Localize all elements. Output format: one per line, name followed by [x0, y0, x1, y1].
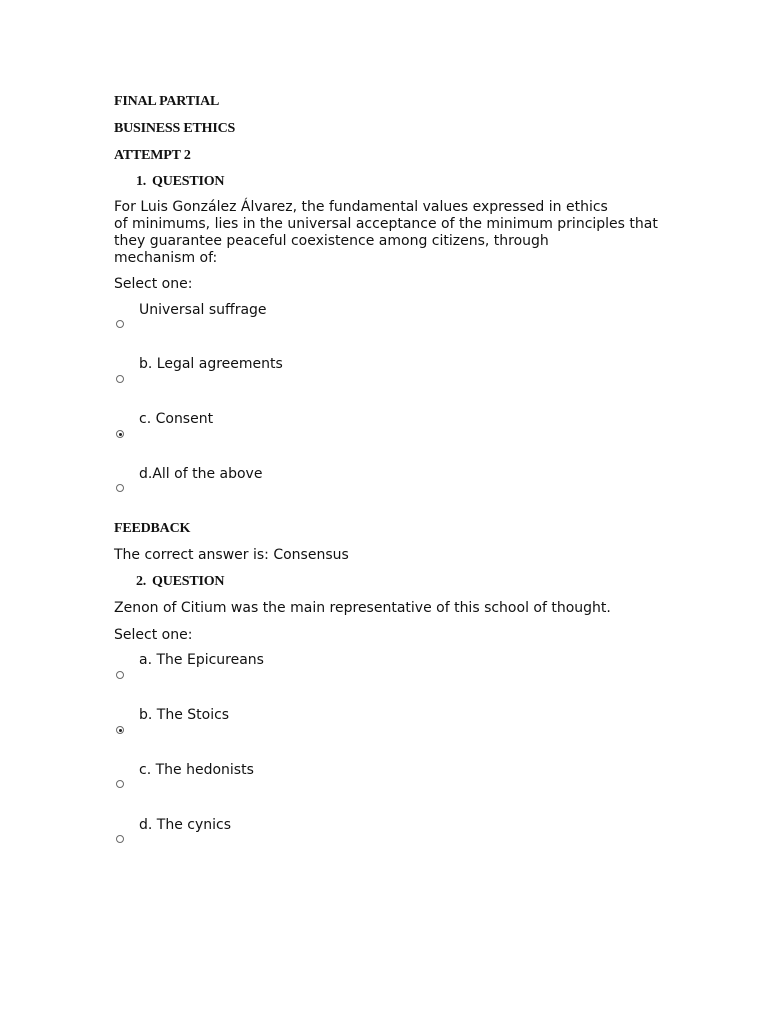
option-label: d. The cynics — [139, 817, 232, 833]
exam-title: FINAL PARTIAL — [114, 94, 220, 109]
question-label: QUESTION — [152, 174, 225, 189]
option-label: b. Legal agreements — [139, 356, 283, 372]
question-number: 2. — [136, 574, 147, 589]
option-label: a. The Epicureans — [139, 652, 264, 668]
option-radio[interactable] — [116, 320, 124, 328]
option-label: b. The Stoics — [139, 707, 230, 723]
question-label: QUESTION — [152, 574, 225, 589]
feedback-heading: FEEDBACK — [114, 521, 191, 536]
option-radio-selected[interactable] — [116, 726, 124, 734]
question-text-line: of minimums, lies in the universal acceptance of the minimum principles that — [114, 216, 658, 232]
feedback-text: The correct answer is: Consensus — [114, 547, 349, 563]
option-radio[interactable] — [116, 484, 124, 492]
option-radio[interactable] — [116, 671, 124, 679]
option-radio-selected[interactable] — [116, 430, 124, 438]
question-1-heading — [136, 174, 224, 190]
question-2-heading — [136, 574, 224, 590]
question-2-text: Zenon of Citium was the main representative of this school of thought. — [114, 600, 611, 616]
select-one-prompt: Select one: — [114, 627, 193, 643]
course-name: BUSINESS ETHICS — [114, 121, 236, 136]
question-number: 1. — [136, 174, 147, 189]
option-label: c. Consent — [139, 411, 214, 427]
question-text-line: For Luis González Álvarez, the fundamental values expressed in ethics — [114, 199, 608, 215]
option-label: Universal suffrage — [139, 302, 267, 318]
question-text-line: they guarantee peaceful coexistence among citizens, through — [114, 233, 549, 249]
option-radio[interactable] — [116, 375, 124, 383]
option-radio[interactable] — [116, 780, 124, 788]
select-one-prompt: Select one: — [114, 276, 193, 292]
option-label: c. The hedonists — [139, 762, 254, 778]
attempt-label: ATTEMPT 2 — [114, 148, 191, 163]
question-1-text — [114, 199, 658, 267]
option-radio[interactable] — [116, 835, 124, 843]
question-text-line: mechanism of: — [114, 250, 218, 266]
option-label: d.All of the above — [139, 466, 263, 482]
